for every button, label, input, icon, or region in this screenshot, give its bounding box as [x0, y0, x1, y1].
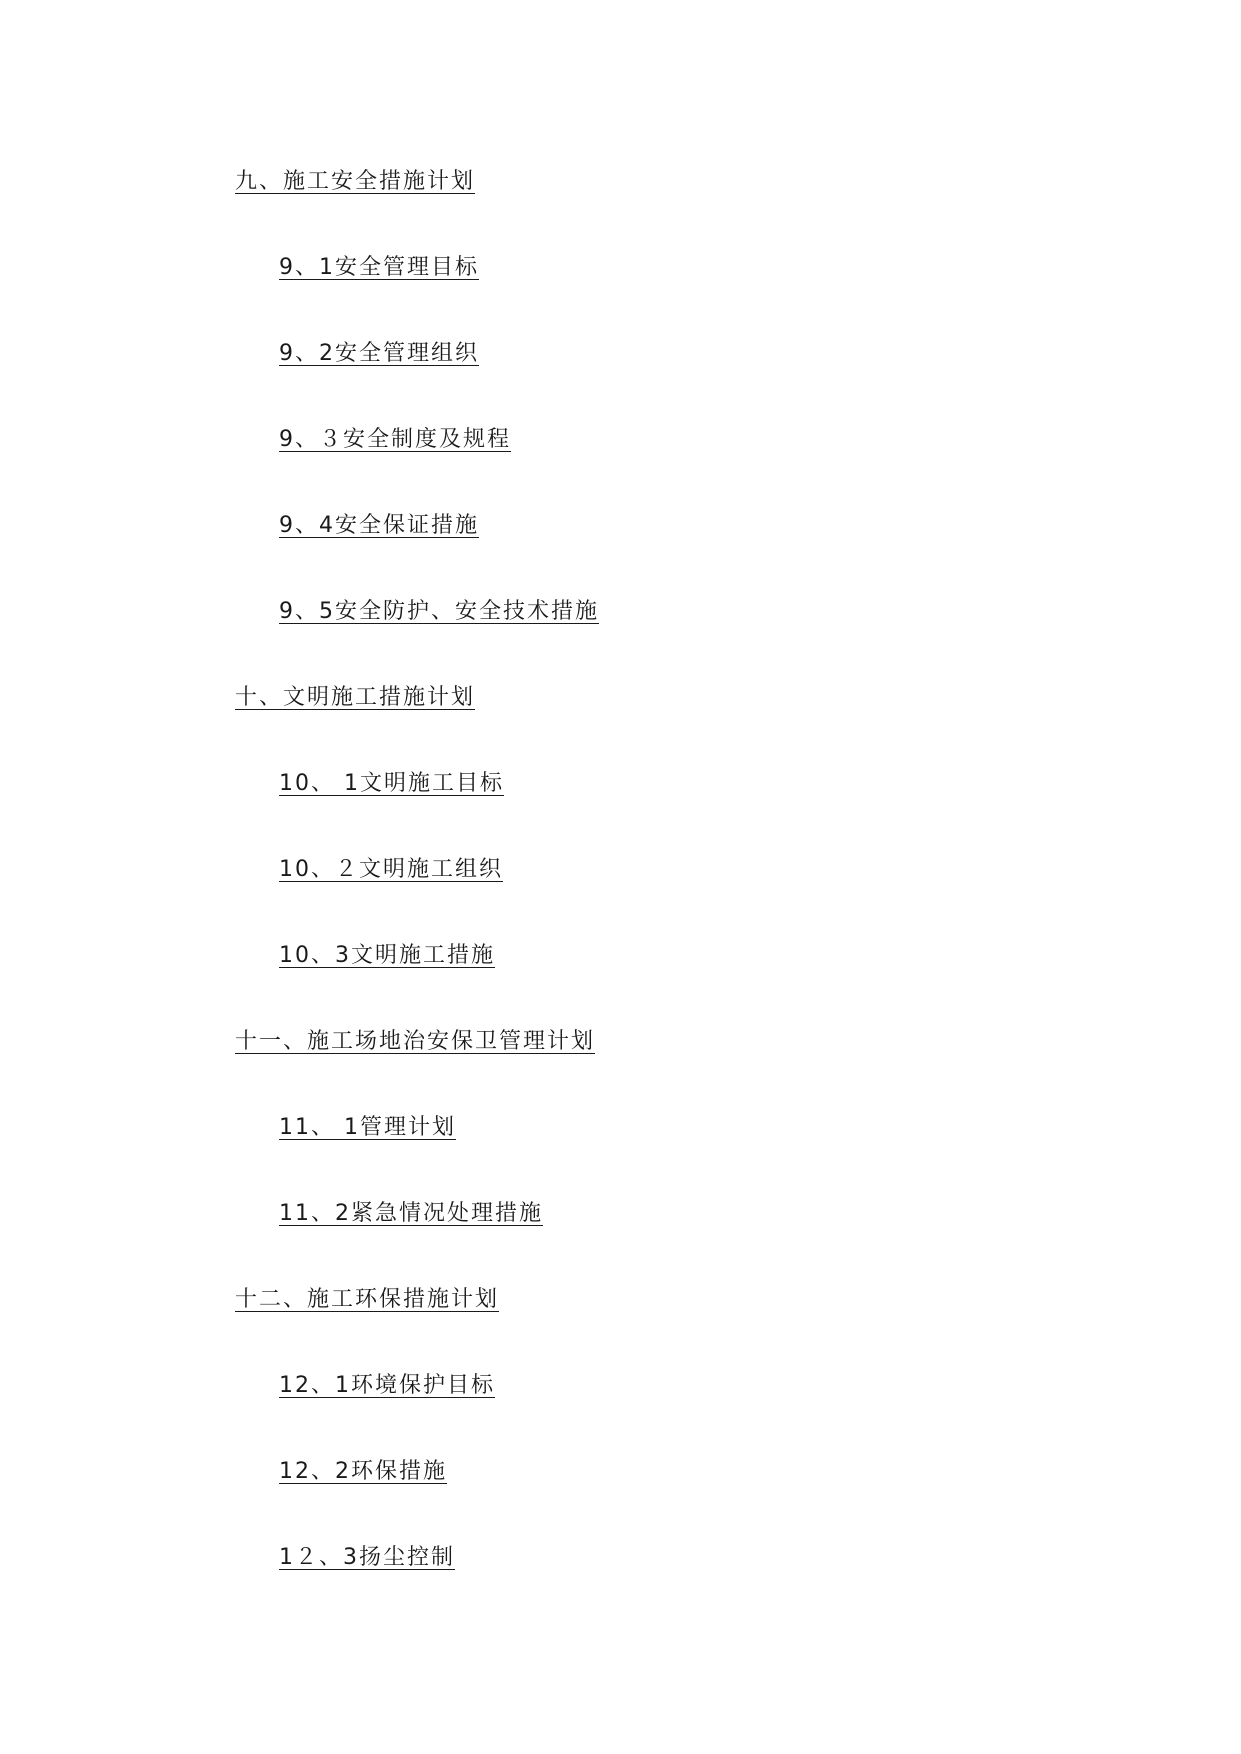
toc-entry-11-1[interactable]: 11、 1管理计划	[279, 1115, 456, 1140]
toc-entry-11[interactable]: 十一、施工场地治安保卫管理计划	[235, 1029, 596, 1054]
toc-entry-12[interactable]: 十二、施工环保措施计划	[235, 1287, 500, 1312]
toc-entry-12-1[interactable]: 12、1环境保护目标	[279, 1373, 495, 1398]
toc-entry-9[interactable]: 九、施工安全措施计划	[235, 169, 476, 194]
toc-entry-10-2[interactable]: 10、２文明施工组织	[279, 857, 503, 882]
toc-entry-10-3[interactable]: 10、3文明施工措施	[279, 943, 495, 968]
toc-entry-12-3[interactable]: 1２、3扬尘控制	[279, 1545, 455, 1570]
toc-entry-9-4[interactable]: 9、4安全保证措施	[279, 513, 479, 538]
toc-entry-9-1[interactable]: 9、1安全管理目标	[279, 255, 479, 280]
toc-entry-10[interactable]: 十、文明施工措施计划	[235, 685, 476, 710]
toc-entry-10-1[interactable]: 10、 1文明施工目标	[279, 771, 504, 796]
toc-entry-11-2[interactable]: 11、2紧急情况处理措施	[279, 1201, 543, 1226]
toc-entry-9-5[interactable]: 9、5安全防护、安全技术措施	[279, 599, 599, 624]
toc-entry-9-2[interactable]: 9、2安全管理组织	[279, 341, 479, 366]
toc-entry-12-2[interactable]: 12、2环保措施	[279, 1459, 447, 1484]
toc-entry-9-3[interactable]: 9、３安全制度及规程	[279, 427, 511, 452]
